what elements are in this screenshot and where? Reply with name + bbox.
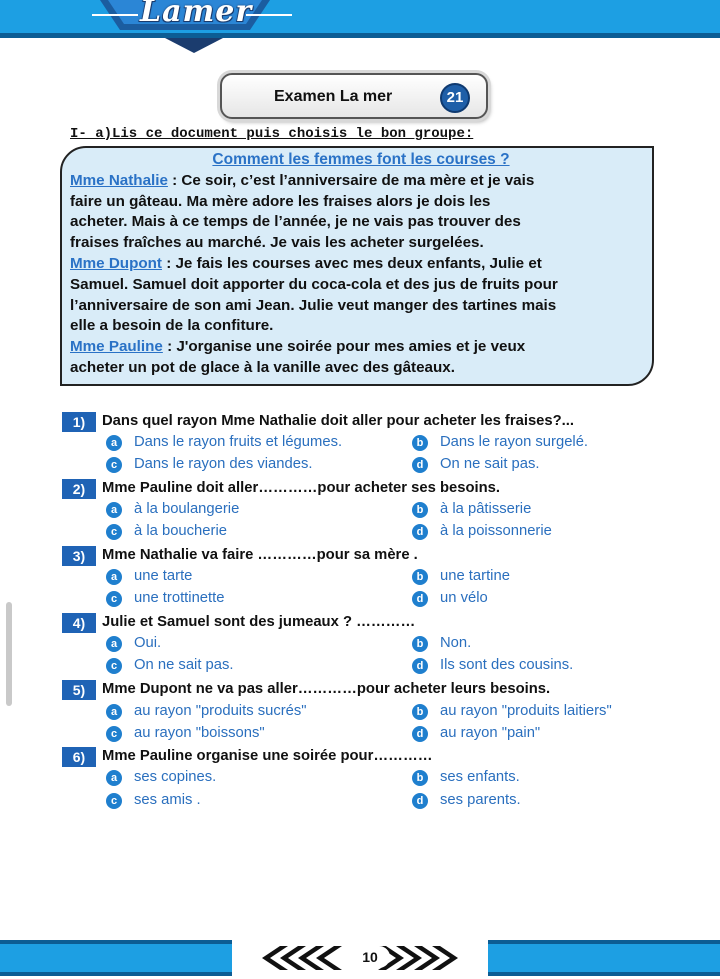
option-text: ses copines. [134,769,217,785]
option-text: ses amis . [134,792,201,808]
question-number: 3) [62,546,96,566]
logo-line-left [92,14,138,16]
option-text: un vélo [440,590,488,606]
option-d-icon: d [412,591,428,607]
question-text: Mme Nathalie va faire …………pour sa mère . [102,547,418,563]
question-number: 4) [62,613,96,633]
question-text: Julie et Samuel sont des jumeaux ? ………… [102,614,416,630]
question-text: Mme Dupont ne va pas aller…………pour acheter leurs besoins. [102,681,551,697]
instruction: I- a)Lis ce document puis choisis le bon groupe: [70,126,474,142]
option-a-icon: a [106,569,122,585]
option-c-icon: c [106,658,122,674]
option-text: On ne sait pas. [440,456,540,472]
option-c-icon: c [106,793,122,809]
option-c-icon: c [106,726,122,742]
header-arrow-icon [165,38,223,54]
passage-text: elle a besoin de la confiture. [70,317,274,335]
option-text: ses parents. [440,792,521,808]
option-b-icon: b [412,502,428,518]
passage-text: : J'organise une soirée pour mes amies et je veux [162,338,526,356]
option-text: ses enfants. [440,769,520,785]
option-d-icon: d [412,457,428,473]
option-text: au rayon "produits sucrés" [134,703,307,719]
option-text: au rayon "pain" [440,725,541,741]
option-text: Ils sont des cousins. [440,657,574,673]
passage-text: : Je fais les courses avec mes deux enfants, Julie et [161,254,542,272]
option-text: une trottinette [134,590,225,606]
option-d-icon: d [412,524,428,540]
question-number: 5) [62,680,96,700]
passage-text: l’anniversaire de son ami Jean. Julie veut manger des tartines mais [70,296,557,314]
question-number: 6) [62,747,96,767]
speaker-name: Mme Dupont [70,254,162,272]
option-text: Oui. [134,635,162,651]
option-text: au rayon "produits laitiers" [440,703,612,719]
passage-title: Comment les femmes font les courses ? [212,151,510,168]
option-c-icon: c [106,591,122,607]
option-text: Non. [440,635,472,651]
option-text: une tartine [440,568,510,584]
option-b-icon: b [412,435,428,451]
option-a-icon: a [106,502,122,518]
option-a-icon: a [106,770,122,786]
option-c-icon: c [106,524,122,540]
passage-text: fraises fraîches au marché. Je vais les acheter surgelées. [70,234,484,252]
speaker-name: Mme Pauline [70,338,163,356]
option-a-icon: a [106,704,122,720]
passage-text: acheter un pot de glace à la vanille avec des gâteaux. [70,358,455,376]
option-text: à la pâtisserie [440,501,532,517]
option-b-icon: b [412,636,428,652]
option-a-icon: a [106,435,122,451]
option-text: au rayon "boissons" [134,725,265,741]
option-text: Dans le rayon surgelé. [440,434,589,450]
exam-title: Examen La mer [274,88,393,105]
option-d-icon: d [412,658,428,674]
scrollbar[interactable] [6,602,12,706]
option-a-icon: a [106,636,122,652]
option-b-icon: b [412,569,428,585]
question-text: Mme Pauline doit aller…………pour acheter ses besoins. [102,480,500,496]
logo-text: Lamer [140,0,253,29]
option-b-icon: b [412,770,428,786]
question-text: Mme Pauline organise une soirée pour………… [102,748,433,764]
speaker-name: Mme Nathalie [70,171,168,189]
question-text: Dans quel rayon Mme Nathalie doit aller pour acheter les fraises?... [102,413,575,429]
option-text: à la boulangerie [134,501,240,517]
exam-title-box [220,73,488,119]
option-text: à la boucherie [134,523,227,539]
question-number: 2) [62,479,96,499]
option-d-icon: d [412,726,428,742]
passage-text: : Ce soir, c’est l’anniversaire de ma mère et je vais [167,171,535,189]
option-text: Dans le rayon fruits et légumes. [134,434,343,450]
page-number: 10 [350,946,390,968]
passage-text: acheter. Mais à ce temps de l’année, je ne vais pas trouver des [70,213,521,231]
question-number: 1) [62,412,96,432]
reading-passage [60,146,654,386]
passage-text: faire un gâteau. Ma mère adore les fraises alors je dois les [70,192,491,210]
option-text: une tarte [134,568,193,584]
option-text: Dans le rayon des viandes. [134,456,313,472]
option-text: à la poissonnerie [440,523,552,539]
option-b-icon: b [412,704,428,720]
option-d-icon: d [412,793,428,809]
passage-text: Samuel. Samuel doit apporter du coca-cola et des jus de fruits pour [70,275,558,293]
exam-number-badge: 21 [440,83,470,113]
logo-line-right [246,14,292,16]
option-c-icon: c [106,457,122,473]
option-text: On ne sait pas. [134,657,234,673]
